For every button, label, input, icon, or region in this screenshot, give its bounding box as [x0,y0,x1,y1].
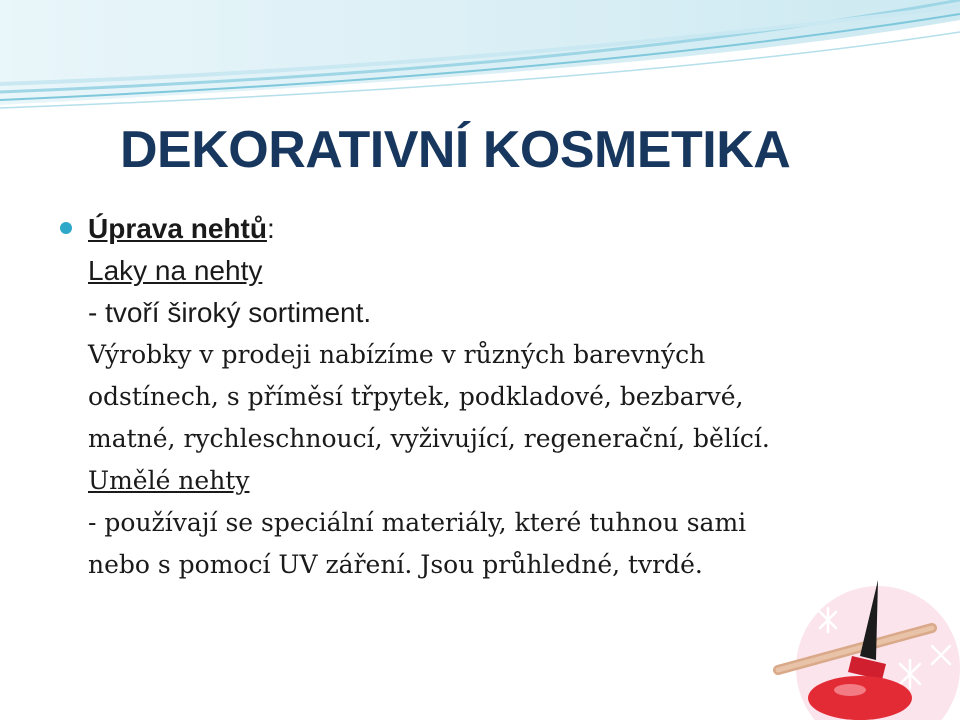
bullet-icon [60,222,72,234]
text-line-7: - používají se speciální materiály, které tuhnou sami [88,508,747,537]
text-line-2: - tvoří široký sortiment. [88,297,372,328]
text-line-3: Výrobky v prodeji nabízíme v různých barevných [88,340,706,369]
decorative-waves [0,0,960,130]
section-heading: Úprava nehtů [88,213,267,244]
text-line-8: nebo s pomocí UV záření. Jsou průhledné, tvrdé. [88,550,703,579]
subheading-laky: Laky na nehty [88,255,263,286]
subheading-umele-nehty: Umělé nehty [88,466,250,495]
text-line-5: matné, rychleschnoucí, vyživující, regenerační, bělící. [88,424,770,453]
text-line-4: odstínech, s příměsí třpytek, podkladové, bezbarvé, [88,382,744,411]
slide-body [88,208,888,586]
heading-colon: : [266,213,275,244]
nail-polish-icon [760,576,960,720]
slide-title: DEKORATIVNÍ KOSMETIKA [120,121,791,179]
section-heading-line [88,208,888,250]
